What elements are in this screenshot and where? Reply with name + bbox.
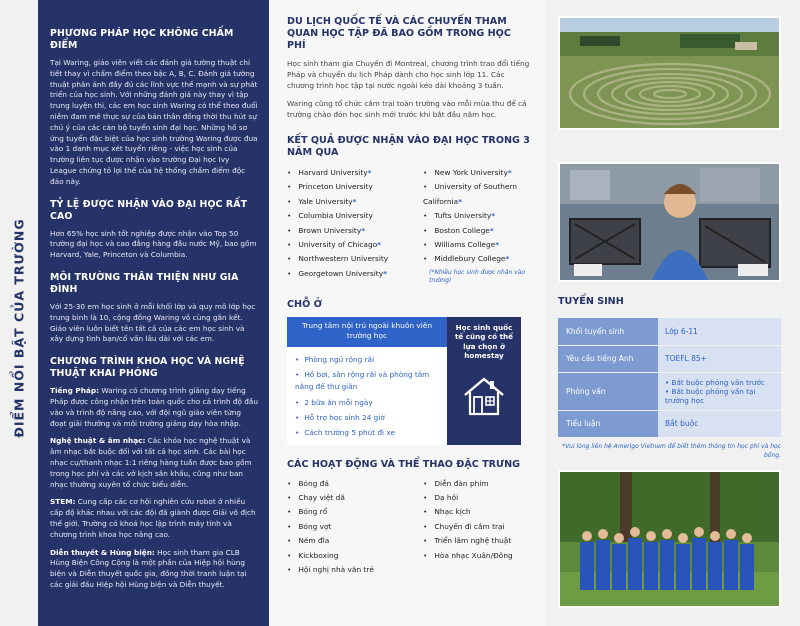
boarding-feature: • Cách trường 5 phút đi xe [295,425,447,440]
homestay-text: Học sinh quốc tế cũng có thể lựa chọn ở homestay [454,322,514,361]
boarding-feature: • 2 bữa ăn mỗi ngày [295,395,447,410]
activity-item: • Hòa nhạc Xuân/Đông [423,549,531,563]
admission-row [558,410,781,437]
admission-value: Lớp 6-11 [658,318,781,345]
program-body: Cung cấp các cơ hội nghiên cứu robot ở nhiều cấp độ khác nhau với các đội đã giành được Giải vô địch thế giới. Trường có khoá học lập trình máy tính và chương trình khoa học nâng cao. [50,497,256,539]
activity-item: • Triển lãm nghệ thuật [423,534,531,548]
activity-item: • Nhạc kịch [423,505,531,519]
program-label: Diễn thuyết & Hùng biện: [50,547,155,557]
university-list-left [287,166,411,285]
robotics-student-photo [558,162,781,282]
university-item: • Yale University* [287,195,411,209]
program-debate [50,548,258,591]
travel-paragraph: Học sinh tham gia Chuyến đi Montreal, chương trình trao đổi tiếng Pháp và chuyến du lịch Pháp dành cho học sinh lớp 11. Các chương trình học tập tại nước ngoài kéo dài khoảng 3 tuần. [287,59,530,90]
boarding-features [287,347,447,445]
interview-requirement: • Bắt buộc phỏng vấn tại trường học [665,387,781,405]
university-item: • Middlebury College* [423,252,531,266]
program-label: Nghệ thuật & âm nhạc: [50,436,146,446]
university-item: • Northwestern University [287,252,411,266]
section-acceptance-rate [50,199,258,261]
admission-row [558,318,781,345]
university-item: • Brown University* [287,224,411,238]
graduation-group-photo [558,470,781,608]
activities-list-right [423,477,531,578]
program-arts-music [50,436,258,490]
boarding-feature: • Hồ bơi, sân rộng rãi và phòng tắm nắng để thư giãn [295,367,447,395]
admission-value: TOEFL 85+ [658,345,781,372]
section-body: Với 25-30 em học sinh ở mỗi khối lớp và quy mô lớp học trung bình là 10, cộng đồng Waring vô cùng gắn kết. Giáo viên luôn biết tên tất cả của các em học sinh và xây dựng tình bạn/cố vấn lâu dài với các em. [50,301,256,344]
section-family-environment [50,272,258,345]
activities-list [287,477,531,578]
activity-item: • Chuyến đi cắm trại [423,520,531,534]
university-item: • Harvard University* [287,166,411,180]
university-item: • Princeton University [287,180,411,194]
interview-requirement: • Bắt buộc phỏng vấn trước [665,378,781,387]
program-label: Tiếng Pháp: [50,386,99,396]
homestay-panel [447,317,521,445]
university-list [287,166,531,285]
section-liberal-arts [50,356,258,591]
university-item: • New York University* [423,166,531,180]
boarding-feature: • Phòng ngủ rộng rãi [295,352,447,367]
section-title: PHƯƠNG PHÁP HỌC KHÔNG CHẤM ĐIỂM [50,28,234,51]
university-item: • Columbia University [287,209,411,223]
section-body: Hơn 65% học sinh tốt nghiệp được nhận vào Top 50 trường đại học và cao đẳng hàng đầu nước Mỹ, bao gồm Harvard, Yale, Princeton và Columbia. [50,228,257,260]
house-icon [451,375,517,421]
university-item: • Tufts University* [423,209,531,223]
admission-title: TUYỂN SINH [558,296,624,307]
activities-list-left [287,477,417,578]
university-note: (*Nhiều học sinh được nhận vào trường) [429,268,526,284]
program-body: Waring có chương trình giảng dạy tiếng Pháp được công nhận trên toàn quốc cho cả trình độ đầu vào và trình độ nâng cao, với đội ngũ giáo viên từng đoạt giải thưởng và môi trường giảng dạy hòa nhập. [50,386,258,428]
housing-title: CHỖ Ở [287,298,322,310]
university-item: • University of Chicago* [287,238,411,252]
section-no-grades [50,28,258,188]
program-body: Học sinh tham gia CLB Hùng Biện Công Cộng là một phần của Hiệp hội hùng biện và Diễn thuyết quốc gia, đồng thời tranh luận tại các giải đấu Hiệp hội Hùng biện và Diễn thuyết. [50,547,247,589]
admission-value: Bắt buộc [658,410,781,437]
section-title: TỶ LỆ ĐƯỢC NHẬN VÀO ĐẠI HỌC RẤT CAO [50,198,248,222]
travel-paragraph: Waring cũng tổ chức cắm trại toàn trường vào mỗi mùa thu để cả trường chào đón học sinh mới trước khi bắt đầu năm học. [287,99,527,120]
admission-key: Yêu cầu tiếng Anh [558,345,658,372]
program-label: STEM: [50,497,76,507]
activity-item: • Dạ hội [423,491,531,505]
side-title: ĐIỂM NỔI BẬT CỦA TRƯỜNG [11,218,27,438]
university-item: • Boston College* [423,224,531,238]
activity-item: • Bóng rổ [287,505,417,519]
right-column [545,0,800,626]
university-item: • University of Southern California* [423,180,531,209]
boarding-center-header: Trung tâm nội trú ngoài khuôn viên trường học [287,317,447,347]
activity-item: • Bóng đá [287,477,417,491]
boarding-center [287,317,447,445]
housing-box [287,317,531,445]
admission-table [558,318,781,438]
activity-item: • Hội nghị nhà văn trẻ [287,563,417,577]
section-body: Tại Waring, giáo viên viết các đánh giá tường thuật chi tiết thay vì chấm điểm theo bậc A, B, C. Đánh giá tường thuật phân ảnh đầy đủ các lĩnh vực thế mạnh và sự phát triển của học sinh. Với những đánh giá này thay vì tập trung luyện thi, các em học sinh Waring có thể theo đuổi niềm đam mê thực sự của bản thân đồng thời thu hút sự chú ý của các cán bộ tuyển sinh đại học. Những hồ sơ ứng tuyển đặc biệt của học sinh trường Waring được đưa vào 1 danh mục xét tuyển riêng - việc học sinh của trường liên tục được nhận vào trường Đại học Ivy League chứng tỏ lợi thế của hệ thống chấm điểm độc đáo này. [50,58,258,186]
side-strip [0,0,38,626]
admission-footnote: *Vui lòng liên hệ Amerigo Vietnam để biết thêm thông tin học phí và học bổng. [562,443,781,459]
program-stem [50,497,258,540]
travel-title: DU LỊCH QUỐC TẾ VÀ CÁC CHUYẾN THAM QUAN HỌC TẬP ĐÃ BAO GỒM TRONG HỌC PHÍ [287,16,511,51]
highlights-column [38,0,269,626]
admission-value [658,372,781,410]
boarding-feature: • Hỗ trợ học sinh 24 giờ [295,410,447,425]
university-item: • Williams College* [423,238,531,252]
admission-row [558,372,781,410]
activity-item: • Diễn đàn phim [423,477,531,491]
activity-item: • Bóng vợt [287,520,417,534]
university-list-right [423,166,531,267]
activities-title: CÁC HOẠT ĐỘNG VÀ THỂ THAO ĐẶC TRƯNG [287,458,520,470]
admission-key: Phỏng vấn [558,372,658,410]
activity-item: • Chạy việt dã [287,491,417,505]
results-title: KẾT QUẢ ĐƯỢC NHẬN VÀO ĐẠI HỌC TRONG 3 NĂM QUA [287,134,530,158]
admission-key: Tiểu luận [558,410,658,437]
section-title: MÔI TRƯỜNG THÂN THIỆN NHƯ GIA ĐÌNH [50,271,239,295]
activity-item: • Kickboxing [287,549,417,563]
admission-key: Khối tuyển sinh [558,318,658,345]
middle-column [269,0,545,626]
campus-labyrinth-photo [558,16,781,130]
activity-item: • Ném đĩa [287,534,417,548]
admission-row [558,345,781,372]
university-item: • Georgetown University* [287,267,411,281]
section-title: CHƯƠNG TRÌNH KHOA HỌC VÀ NGHỆ THUẬT KHAI PHÓNG [50,356,245,380]
program-french [50,386,258,429]
program-body: Các khóa học nghệ thuật và âm nhạc bắt buộc đối với tất cả học sinh. Các bài học nhạc cụ/thanh nhạc 1:1 riêng hàng tuần được bao gồm trong học phí và các vở kịch sân khấu, cũng như ban nhạc thường xuyên tổ chức biểu diễn. [50,436,252,489]
